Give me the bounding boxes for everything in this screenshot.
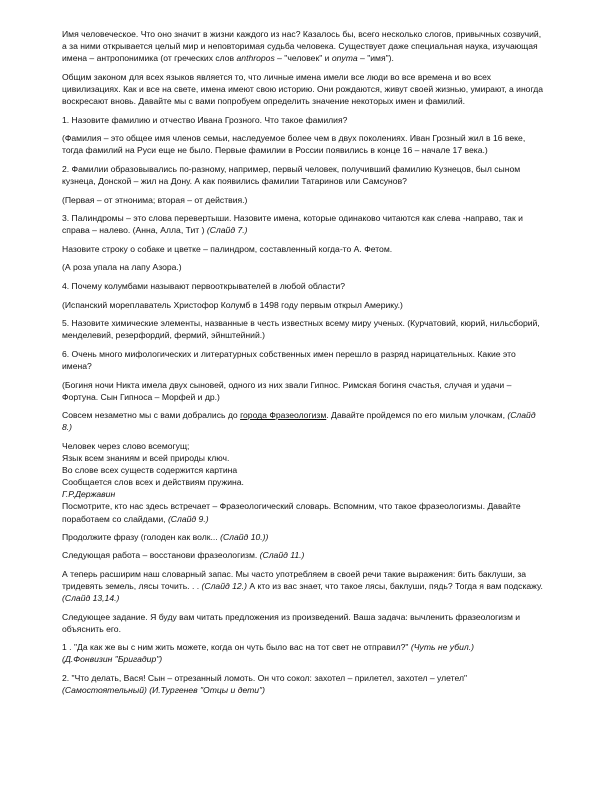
vocabulary-paragraph: А теперь расширим наш словарный запас. Мы часто употребляем в своей речи такие выражения: бить баклуши, за тридевять земель, лясы точить. . . (Слайд 12.) А кто из вас знает, что такое лясы, баклуши, пядь? Тогда я вам подскажу. (Слайд 13,14.) — [62, 568, 543, 603]
continue-phrase-task: Продолжите фразу (голоден как волк... (Слайд 10.)) — [62, 531, 269, 542]
question-5: 5. Назовите химические элементы, названные в честь известных всему миру ученых. (Курчатовий, кюрий, нильсборий, менделевий, резерфордий, фермий, эйнштейний.) — [62, 318, 540, 341]
example-source: (И.Тургенев "Отцы и дети") — [146, 685, 265, 696]
greek-word-anthropos: anthropos — [236, 53, 275, 64]
question-6: 6. Очень много мифологических и литературных собственных имен перешло в разряд нарицательных. Какие это имена? — [62, 348, 516, 371]
question-1: 1. Назовите фамилию и отчество Ивана Грозного. Что такое фамилия? — [62, 114, 348, 125]
dictionary-paragraph: Посмотрите, кто нас здесь встречает – Фразеологический словарь. Вспомним, что такое фразеологизмы. Давайте поработаем со слайдами, (Слайд 9.) — [62, 501, 521, 524]
question-4: 4. Почему колумбами называют первооткрывателей в любой области? — [62, 281, 346, 291]
answer-1: (Фамилия – это общее имя членов семьи, наследуемое более чем в двух поколениях. Иван Грозный жил в 16 веке, тогда фамилий на Руси еще не было. Первые фамилии в России появились в конце 16 – начале 17 века.) — [62, 133, 526, 156]
slide-ref: (Слайд 10.)) — [220, 531, 269, 542]
restore-phrase-task: Следующая работа – восстанови фразеологизм. (Слайд 11.) — [62, 550, 305, 561]
poem — [62, 440, 546, 525]
example-answer: (Чуть не убил.) — [410, 642, 474, 653]
slide-ref: (Слайд 12.) — [201, 580, 247, 591]
phraseology-intro: Совсем незаметно мы с вами добрались до города Фразеологизм. Давайте пройдемся по его милым улочкам, (Слайд 8.) — [62, 410, 536, 433]
example-1: 1 . "Да как же вы с ним жить можете, когда он чуть было вас на тот свет не отправил?" (Чуть не убил.) (Д.Фонвизин "Бригадир") — [62, 642, 474, 665]
answer-6: (Богиня ночи Никта имела двух сыновей, одного из них звали Гипнос. Римская богиня счастья, случая и удачи – Фортуна. Сын Гипноса – Морфей и др.) — [62, 379, 512, 402]
question-3: 3. Палиндромы – это слова перевертыши. Назовите имена, которые одинаково читаются как слева -направо, так и справа – налево. (Анна, Алла, Тит ) (Слайд 7.) — [62, 213, 523, 236]
poem-author: Г.Р.Державин — [62, 489, 116, 500]
phraseology-city-link[interactable]: города Фразеологизм — [240, 410, 327, 421]
question-2: 2. Фамилии образовывались по-разному, например, первый человек, получивший фамилию Кузнецов, был сыном кузнеца, Донской – жил на Дону. А как появились фамилии Татаринов или Самсунов? — [62, 163, 521, 186]
answer-3: (А роза упала на лапу Азора.) — [62, 262, 182, 273]
poem-line: Сообщается слов всех и действиям пружина. — [62, 477, 244, 488]
answer-4: (Испанский мореплаватель Христофор Колумб в 1498 году первым открыл Америку.) — [62, 299, 403, 310]
slide-ref: (Слайд 8.) — [62, 410, 536, 433]
names-law-paragraph: Общим законом для всех языков является то, что личные имена имели все люди во все времена и во всех цивилизациях. Как и все на свете, имена имеют свою историю. Они рождаются, живут своей жизнью, умирают, а иногда воскресают вновь. Давайте мы с вами попробуем определить значение некоторых имен и фамилий. — [62, 71, 544, 106]
slide-ref: (Слайд 7.) — [206, 225, 248, 236]
answer-2: (Первая – от этнонима; вторая – от действия.) — [62, 194, 248, 205]
example-2: 2. "Что делать, Вася! Сын – отрезанный ломоть. Он что сокол: захотел – прилетел, захотел – улетел" (Самостоятельный) (И.Тургенев "Отцы и дети") — [62, 672, 468, 696]
poem-line: Во слове всех существ содержится картина — [62, 465, 238, 476]
example-source: (Д.Фонвизин "Бригадир") — [62, 654, 163, 665]
intro-paragraph: Имя человеческое. Что оно значит в жизни каждого из нас? Казалось бы, всего несколько слогов, привычных созвучий, а за ними открывается целый мир и неповторимая судьба человека. Существует даже специальная наука, изучающая имена – антропонимика (от греческих слов anthropos – "человек" и onyma – "имя"). — [62, 29, 542, 64]
slide-ref: (Слайд 11.) — [259, 550, 305, 561]
poem-line: Язык всем знаниям и всей природы ключ. — [62, 453, 230, 464]
next-task-paragraph: Следующее задание. Я буду вам читать предложения из произведений. Ваша задача: вычленить фразеологизм и объяснить его. — [62, 611, 521, 634]
poem-line: Человек через слово всемогущ; — [62, 440, 190, 451]
slide-ref: (Слайд 9.) — [167, 513, 209, 524]
greek-word-onyma: onyma — [331, 53, 358, 64]
slide-ref: (Слайд 13,14.) — [62, 592, 120, 603]
question-3-followup: Назовите строку о собаке и цветке – палиндром, составленный когда-то А. Фетом. — [62, 243, 393, 254]
example-answer: (Самостоятельный) — [62, 685, 147, 696]
